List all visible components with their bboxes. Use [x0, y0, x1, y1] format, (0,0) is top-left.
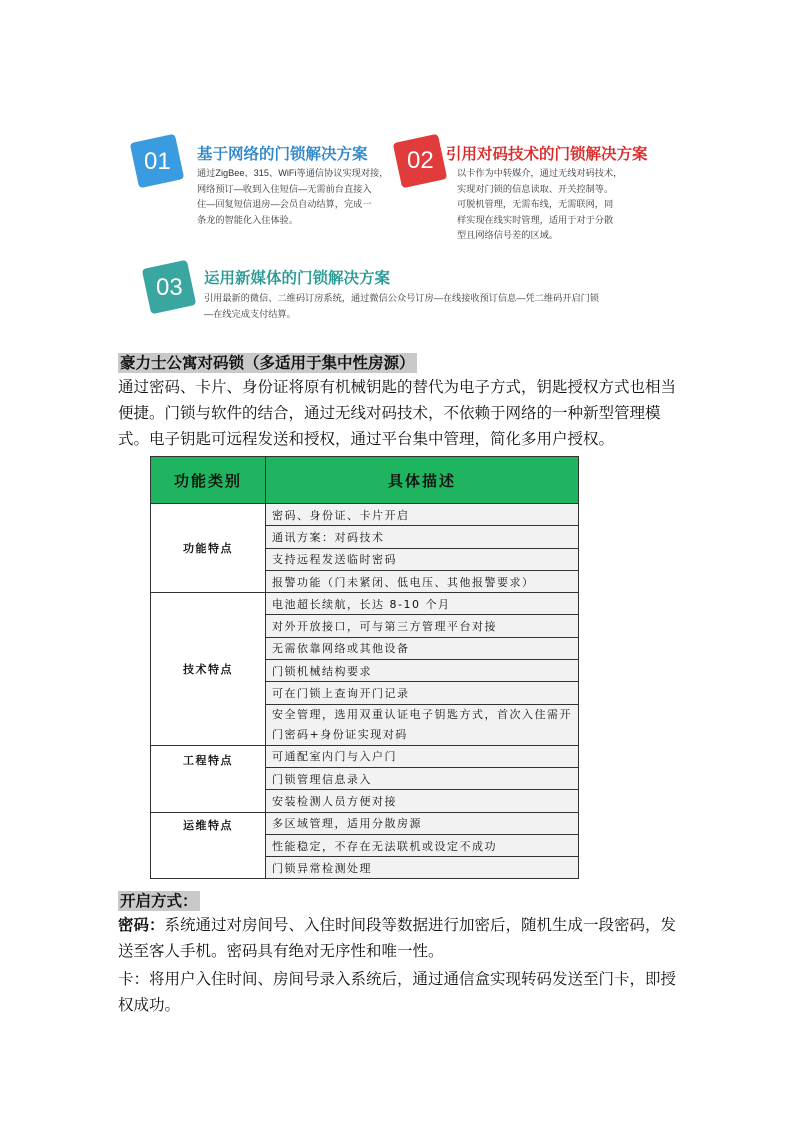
table-category-cell: 运维特点 — [151, 812, 266, 879]
table-desc-cell: 门锁机械结构要求 — [266, 660, 579, 682]
table-desc-cell: 电池超长续航，长达 8-10 个月 — [266, 593, 579, 615]
solution-03-title: 运用新媒体的门锁解决方案 — [204, 270, 391, 287]
solution-01-desc: 通过ZigBee、315、WiFi等通信协议实现对接， 网络预订—收到入住短信—无需前台直接入 住—回复短信退房—会员自动结算，完成一 条龙的智能化入住体验。 — [197, 168, 389, 225]
table-desc-cell: 性能稳定，不存在无法联机或设定不成功 — [266, 834, 579, 856]
table-category-cell: 功能特点 — [151, 504, 266, 593]
badge-03-number: 03 — [156, 274, 183, 301]
password-paragraph — [118, 912, 678, 964]
spec-table — [150, 456, 579, 879]
badge-01-number: 01 — [144, 148, 171, 175]
table-desc-cell: 对外开放接口，可与第三方管理平台对接 — [266, 615, 579, 637]
table-category-cell: 工程特点 — [151, 745, 266, 812]
solution-03-desc: 引用最新的微信、二维码订房系统，通过微信公众号订房—在线接收预订信息—凭二维码开启门锁 —在线完成支付结算。 — [204, 293, 600, 319]
table-row — [151, 812, 579, 834]
table-desc-cell: 密码、身份证、卡片开启 — [266, 504, 579, 526]
table-header-category: 功能类别 — [151, 457, 266, 504]
table-desc-cell: 可在门锁上查询开门记录 — [266, 682, 579, 704]
table-desc-cell: 通讯方案：对码技术 — [266, 526, 579, 548]
solution-01-title: 基于网络的门锁解决方案 — [197, 146, 368, 163]
password-text: 系统通过对房间号、入住时间段等数据进行加密后，随机生成一段密码，发送至客人手机。密码具有绝对无序性和唯一性。 — [118, 916, 677, 960]
table-header-row — [151, 457, 579, 504]
table-desc-cell: 多区域管理，适用分散房源 — [266, 812, 579, 834]
table-desc-cell: 可通配室内门与入户门 — [266, 745, 579, 767]
solution-02-desc: 以卡作为中转媒介，通过无线对码技术， 实现对门锁的信息读取、开关控制等。 可脱机管理，无需布线，无需联网，同 样实现在线实时管理，适用于对于分散 型且网络信号差的区域。 — [457, 168, 623, 240]
section-heading-open-methods: 开启方式： — [120, 892, 198, 910]
table-desc-cell: 门锁异常检测处理 — [266, 857, 579, 879]
section-heading-apartment-lock: 豪力士公寓对码锁（多适用于集中性房源） — [120, 354, 415, 372]
card-paragraph: 卡：将用户入住时间、房间号录入系统后，通过通信盒实现转码发送至门卡，即授权成功。 — [118, 970, 677, 1014]
table-desc-cell: 安全管理，选用双重认证电子钥匙方式，首次入住需开门密码+身份证实现对码 — [266, 704, 579, 745]
table-row — [151, 593, 579, 615]
table-desc-cell: 报警功能（门未紧闭、低电压、其他报警要求） — [266, 570, 579, 592]
table-desc-cell: 门锁管理信息录入 — [266, 767, 579, 789]
table-desc-cell: 支持远程发送临时密码 — [266, 548, 579, 570]
solution-02-title: 引用对码技术的门锁解决方案 — [446, 146, 648, 163]
table-header-description: 具体描述 — [266, 457, 579, 504]
badge-02-number: 02 — [407, 147, 434, 174]
table-row — [151, 504, 579, 526]
table-desc-cell: 无需依靠网络或其他设备 — [266, 637, 579, 659]
table-desc-cell: 安装检测人员方便对接 — [266, 790, 579, 812]
section-paragraph: 通过密码、卡片、身份证将原有机械钥匙的替代为电子方式，钥匙授权方式也相当便捷。门锁与软件的结合，通过无线对码技术，不依赖于网络的一种新型管理模式。电子钥匙可远程发送和授权，通过平台集中管理，简化多用户授权。 — [118, 378, 677, 448]
table-category-cell: 技术特点 — [151, 593, 266, 745]
password-label: 密码： — [118, 915, 165, 934]
table-row — [151, 745, 579, 767]
